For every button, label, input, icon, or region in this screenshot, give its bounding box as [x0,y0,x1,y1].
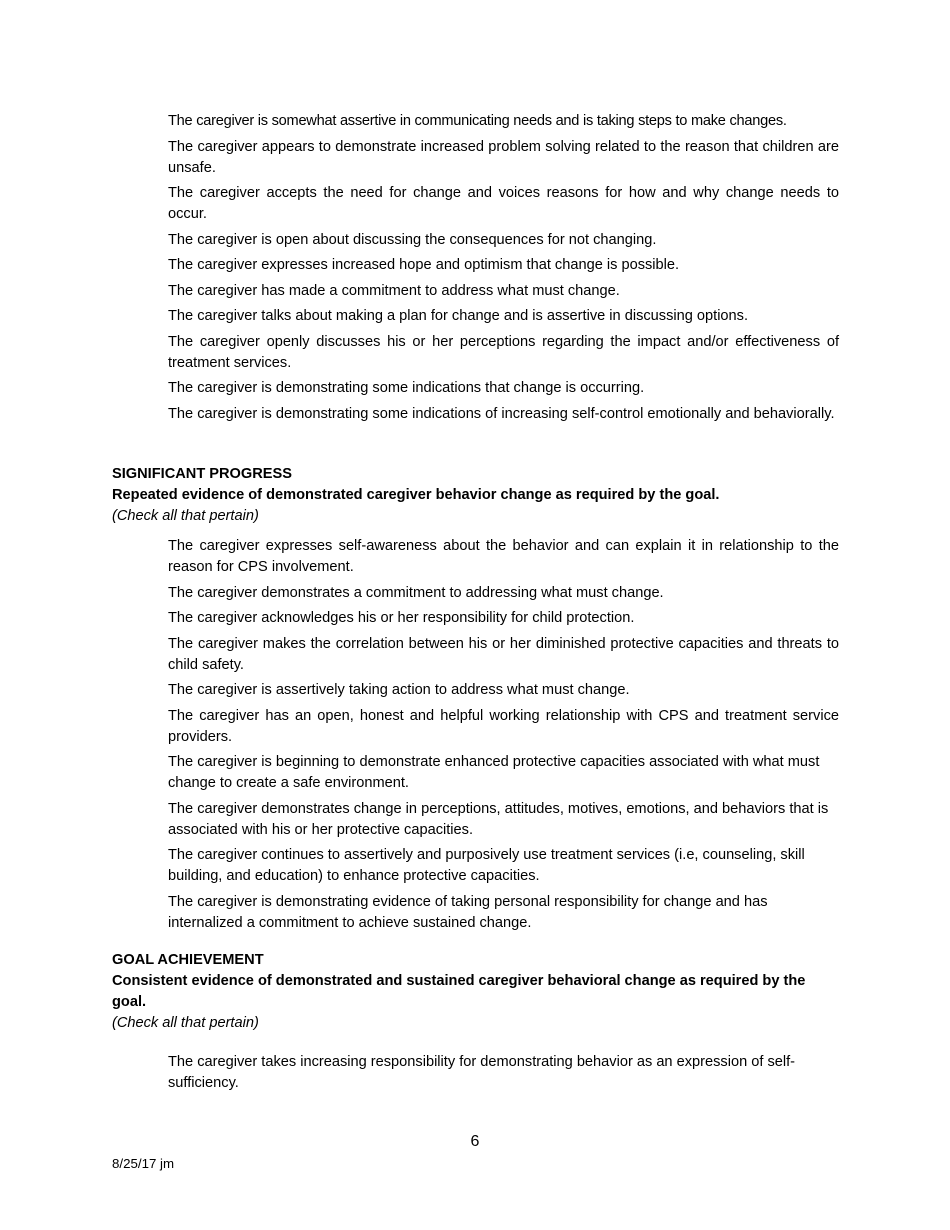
list-item: The caregiver has made a commitment to address what must change. [168,282,620,299]
list-item: The caregiver is assertively taking action to address what must change. [168,682,630,698]
list-item: The caregiver is demonstrating some indications that change is occurring. [168,380,645,396]
section-title: GOAL ACHIEVEMENT [112,952,264,968]
list-item: The caregiver is beginning to demonstrate enhanced protective capacities associated with what must change to create a safe environment. [168,754,820,791]
section-note: (Check all that pertain) [112,1015,259,1031]
section-description: Consistent evidence of demonstrated and sustained caregiver behavioral change as required by the goal. [112,973,806,1010]
significant-progress-list [168,536,839,938]
list-item: The caregiver continues to assertively and purposively use treatment services (i.e, counseling, skill building, and education) to enhance protective capacities. [168,847,805,884]
list-item: The caregiver demonstrates change in perceptions, attitudes, motives, emotions, and behaviors that is associated with his or her protective capacities. [168,800,829,838]
list-item: The caregiver accepts the need for change and voices reasons for how and why change needs to occur. [168,185,839,222]
list-item: The caregiver appears to demonstrate increased problem solving related to the reason that children are unsafe. [168,138,839,176]
list-item: The caregiver expresses self-awareness about the behavior and can explain it in relationship to the reason for CPS involvement. [168,538,839,575]
footer-date-stamp: 8/25/17 jm [112,1156,175,1171]
list-item: The caregiver makes the correlation between his or her diminished protective capacities and threats to child safety. [168,635,839,673]
list-item: The caregiver is open about discussing the consequences for not changing. [168,231,657,248]
list-item: The caregiver takes increasing responsibility for demonstrating behavior as an expression of self-sufficiency. [168,1054,796,1091]
page-number: 6 [470,1133,480,1150]
moderate-progress-list [168,111,839,429]
list-item: The caregiver is somewhat assertive in communicating needs and is taking steps to make changes. [168,113,787,129]
significant-progress-header [112,464,842,527]
goal-achievement-header [112,950,842,1034]
list-item: The caregiver openly discusses his or her perceptions regarding the impact and/or effectiveness of treatment services. [168,333,839,371]
list-item: The caregiver is demonstrating some indications of increasing self-control emotionally and behaviorally. [168,405,835,422]
list-item: The caregiver has an open, honest and helpful working relationship with CPS and treatment service providers. [168,707,839,745]
section-description: Repeated evidence of demonstrated caregiver behavior change as required by the goal. [112,487,720,503]
section-title: SIGNIFICANT PROGRESS [112,466,293,482]
list-item: The caregiver acknowledges his or her responsibility for child protection. [168,610,635,626]
list-item: The caregiver talks about making a plan for change and is assertive in discussing options. [168,308,749,324]
list-item: The caregiver expresses increased hope and optimism that change is possible. [168,257,680,273]
list-item: The caregiver demonstrates a commitment to addressing what must change. [168,584,664,601]
list-item: The caregiver is demonstrating evidence of taking personal responsibility for change and has internalized a commitment to achieve sustained change. [168,893,768,931]
section-note: (Check all that pertain) [112,508,259,524]
goal-achievement-list [168,1052,839,1099]
